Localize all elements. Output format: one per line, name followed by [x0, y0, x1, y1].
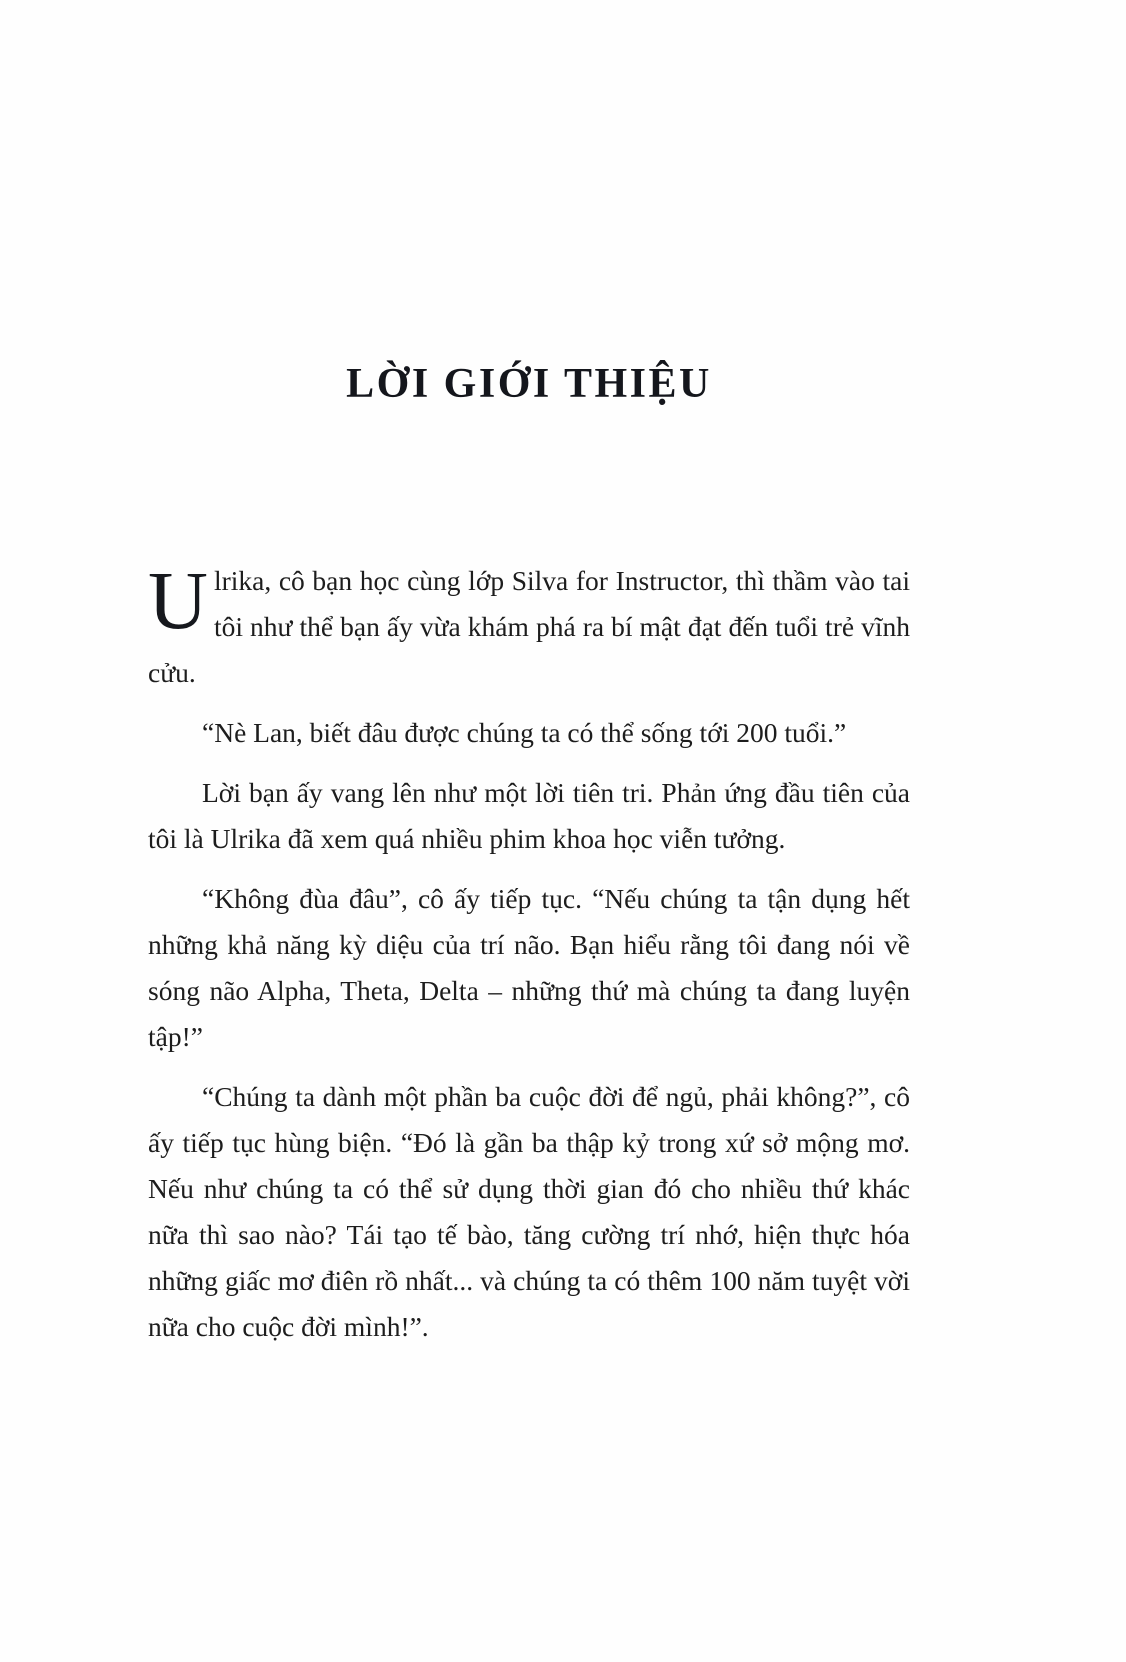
page-content	[148, 0, 910, 1364]
page-title: LỜI GIỚI THIỆU	[346, 361, 712, 407]
sleep-paragraph: “Chúng ta dành một phần ba cuộc đời để ngủ, phải không?”, cô ấy tiếp tục hùng biện. “Đó là gần ba thập kỷ trong xứ sở mộng mơ. Nếu như chúng ta có thể sử dụng thời gian đó cho nhiều thứ khác nữa thì sao nào? Tái tạo tế bào, tăng cường trí nhớ, hiện thực hóa những giấc mơ điên rồ nhất... và chúng ta có thêm 100 năm tuyệt vời nữa cho cuộc đời mình!”.	[148, 1081, 910, 1342]
intro-paragraph-text: lrika, cô bạn học cùng lớp Silva for Instructor, thì thầm vào tai tôi như thể bạn ấy vừa khám phá ra bí mật đạt đến tuổi trẻ vĩnh cửu.	[148, 565, 910, 688]
body-text	[148, 554, 910, 1350]
intro-paragraph	[148, 554, 910, 696]
reaction-paragraph: Lời bạn ấy vang lên như một lời tiên tri. Phản ứng đầu tiên của tôi là Ulrika đã xem quá nhiều phim khoa học viễn tưởng.	[148, 777, 910, 854]
brainwave-paragraph: “Không đùa đâu”, cô ấy tiếp tục. “Nếu chúng ta tận dụng hết những khả năng kỳ diệu của trí não. Bạn hiểu rằng tôi đang nói về sóng não Alpha, Theta, Delta – những thứ mà chúng ta đang luyện tập!”	[148, 883, 910, 1052]
drop-cap: U	[148, 554, 208, 646]
quote-200-tuoi: “Nè Lan, biết đâu được chúng ta có thể sống tới 200 tuổi.”	[202, 717, 847, 748]
